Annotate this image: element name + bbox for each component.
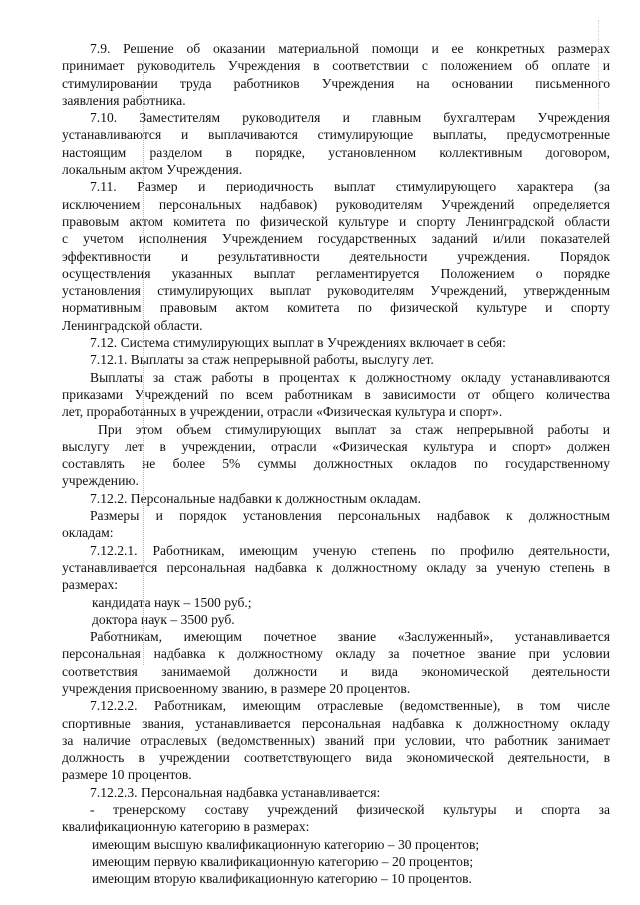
scan-edge-line bbox=[598, 20, 599, 110]
text-line: - тренерскому составу учреждений физической культуры и спорта за bbox=[90, 802, 610, 818]
text-line: принимает руководитель Учреждения в соответствии с положением об оплате и bbox=[62, 58, 610, 74]
text-line: размере 10 процентов. bbox=[62, 767, 192, 783]
text-line: устанавливается персональная надбавка к должностному окладу за ученую степень в bbox=[62, 559, 610, 575]
text-line: 7.10. Заместителям руководителя и главным бухгалтерам Учреждения bbox=[90, 110, 610, 126]
text-line: 7.12.2.1. Работникам, имеющим ученую степень по профилю деятельности, bbox=[90, 542, 610, 558]
text-line: нормативным правовым актом комитета по физической культуре и спорту bbox=[62, 300, 610, 316]
text-line: 7.12.1. Выплаты за стаж непрерывной работы, выслугу лет. bbox=[90, 352, 434, 368]
text-line: заявления работника. bbox=[62, 92, 186, 108]
text-line: учреждению. bbox=[62, 473, 139, 489]
text-line: выслугу лет в учреждении, отрасли «Физическая культура и спорт» должен bbox=[62, 438, 610, 454]
text-line: устанавливаются и выплачиваются стимулирующие выплаты, предусмотренные bbox=[62, 127, 610, 143]
text-line: должность в учреждении соответствующего вида экономической деятельности, в bbox=[62, 750, 610, 766]
text-line: имеющим вторую квалификационную категорию – 10 процентов. bbox=[92, 871, 472, 887]
text-line: приказами Учреждений по всем работникам в зависимости от общего количества bbox=[62, 386, 610, 402]
text-line: имеющим первую квалификационную категорию – 20 процентов; bbox=[92, 853, 474, 869]
text-line: персональная надбавка к должностному окладу за почетное звание при условии bbox=[62, 646, 610, 662]
text-line: с учетом исполнения Учреждением государственных заданий и/или показателей bbox=[62, 231, 610, 247]
text-line: составлять не более 5% суммы должностных окладов по государственному bbox=[62, 456, 610, 472]
text-line: лет, проработанных в учреждении, отрасли «Физическая культура и спорт». bbox=[62, 404, 503, 420]
text-line: Ленинградской области. bbox=[62, 317, 203, 333]
text-line: размерах: bbox=[62, 577, 119, 593]
text-line: соответствия занимаемой должности и вида экономической деятельности bbox=[62, 663, 610, 679]
text-line: локальным актом Учреждения. bbox=[62, 162, 243, 178]
text-line: окладам: bbox=[62, 525, 114, 541]
text-line: При этом объем стимулирующих выплат за стаж непрерывной работы и bbox=[98, 421, 610, 437]
document-body bbox=[62, 40, 610, 888]
text-line: за наличие отраслевых (ведомственных) званий при условии, что работник занимает bbox=[62, 732, 610, 748]
text-line: 7.9. Решение об оказании материальной помощи и ее конкретных размерах bbox=[90, 41, 610, 56]
text-line: правовым актом комитета по физической культуре и спорту Ленинградской области bbox=[62, 213, 610, 229]
text-line: стимулировании труда работников Учреждения на основании письменного bbox=[62, 75, 610, 91]
text-line: доктора наук – 3500 руб. bbox=[92, 611, 235, 627]
text-line: исключением персональных надбавок) руководителям Учреждений определяется bbox=[62, 196, 610, 212]
text-line: учреждения присвоенному званию, в размере 20 процентов. bbox=[62, 680, 411, 696]
text-line: квалификационную категорию в размерах: bbox=[62, 819, 310, 835]
scan-fold-line bbox=[143, 60, 144, 665]
text-line: Размеры и порядок установления персональных надбавок к должностным bbox=[90, 508, 610, 524]
text-line: Выплаты за стаж работы в процентах к должностному окладу устанавливаются bbox=[90, 369, 610, 385]
text-line: кандидата наук – 1500 руб.; bbox=[92, 594, 252, 610]
text-line: Работникам, имеющим почетное звание «Заслуженный», устанавливается bbox=[90, 629, 610, 645]
text-line: спортивные звания, устанавливается персональная надбавка к должностному окладу bbox=[62, 715, 610, 731]
text-line: 7.12. Система стимулирующих выплат в Учреждениях включает в себя: bbox=[90, 335, 506, 351]
text-line: имеющим высшую квалификационную категорию – 30 процентов; bbox=[92, 836, 480, 852]
text-line: эффективности и результативности деятельности учреждения. Порядок bbox=[62, 248, 610, 264]
text-line: 7.11. Размер и периодичность выплат стимулирующего характера (за bbox=[90, 179, 610, 195]
text-line: 7.12.2.3. Персональная надбавка устанавливается: bbox=[90, 784, 381, 800]
text-line: 7.12.2.2. Работникам, имеющим отраслевые (ведомственные), в том числе bbox=[90, 698, 610, 714]
text-line: осуществления указанных выплат регламентируется Положением о порядке bbox=[62, 265, 610, 281]
text-line: настоящим разделом в порядке, установленном коллективным договором, bbox=[62, 144, 610, 160]
text-line: установления стимулирующих выплат руководителям Учреждений, утвержденным bbox=[62, 283, 610, 299]
text-line: 7.12.2. Персональные надбавки к должностным окладам. bbox=[90, 490, 422, 506]
